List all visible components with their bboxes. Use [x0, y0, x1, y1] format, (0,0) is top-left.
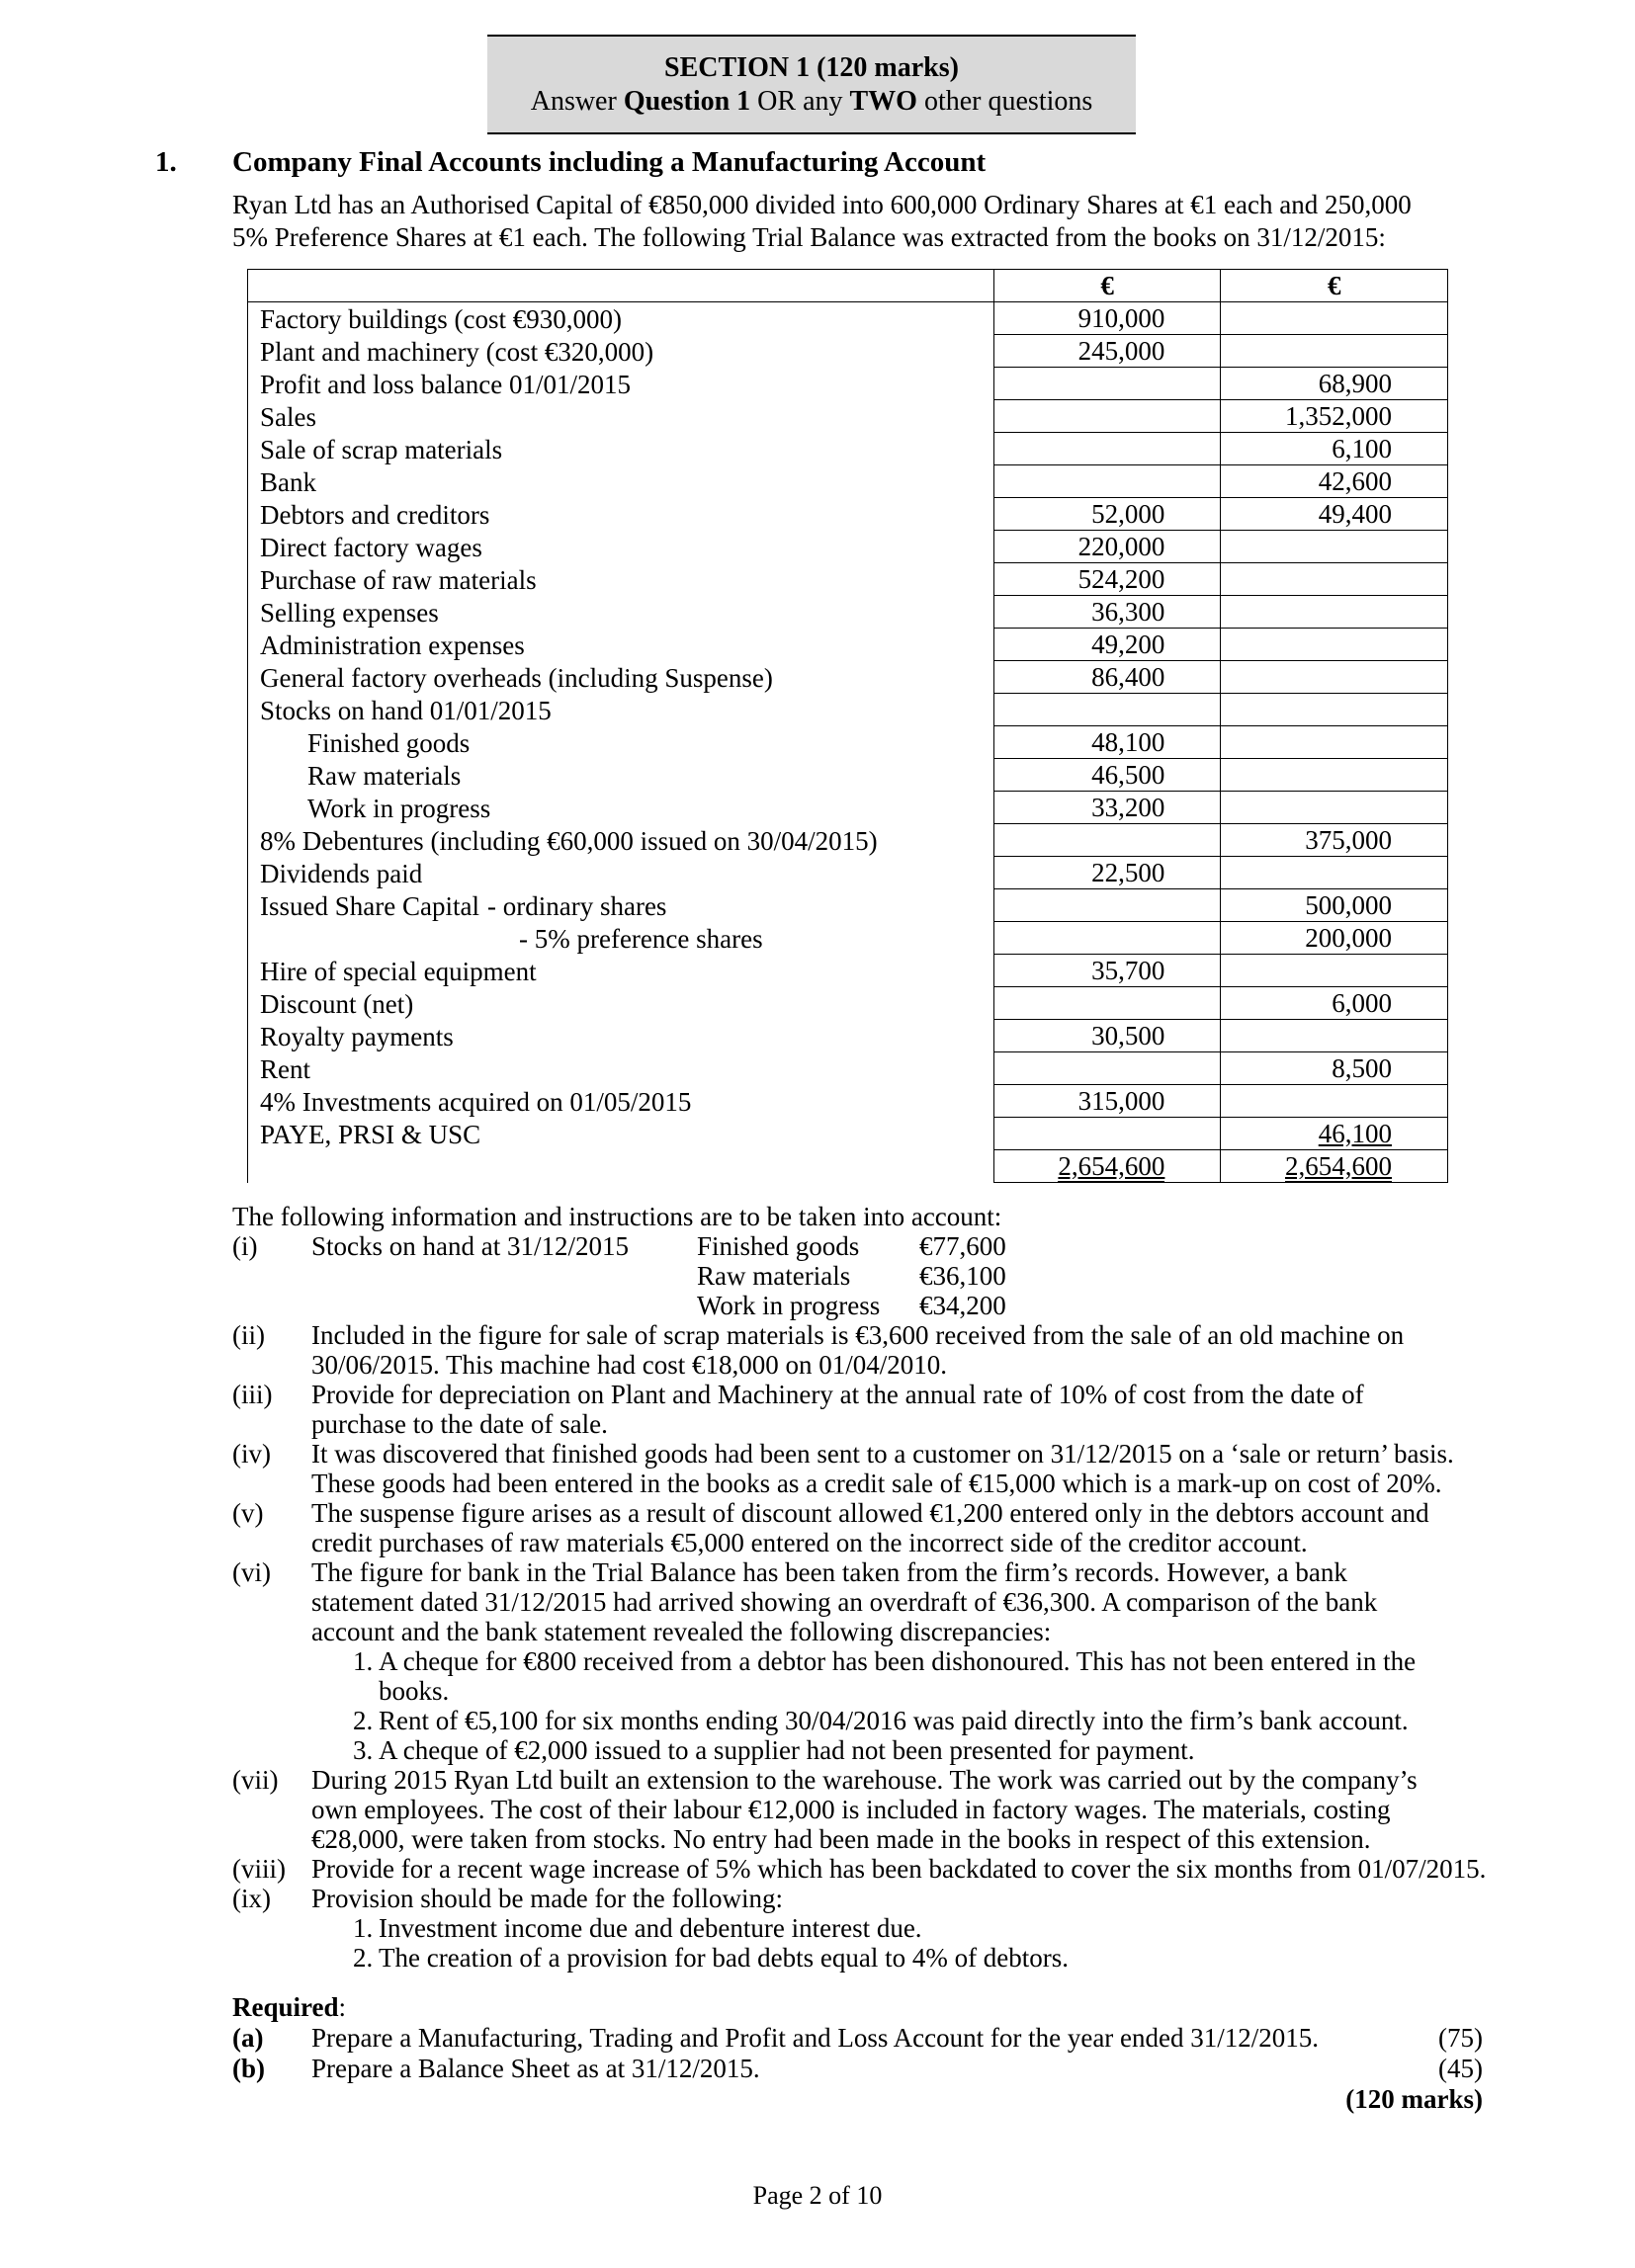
info-item: (iii) Provide for depreciation on Plant and Machinery at the annual rate of 10% of cost from the date of purchase to the date of sale.: [232, 1380, 1364, 1439]
row-credit: [1221, 531, 1448, 563]
info-item: (vi) The figure for bank in the Trial Balance has been taken from the firm’s records. However, a bank statement dated 31/12/2015 had arrived showing an overdraft of €36,300. A comparison of the bank account and the bank statement revealed the following discrepancies:: [232, 1557, 1378, 1646]
row-debit: [993, 922, 1221, 955]
row-description: Plant and machinery (cost €320,000): [248, 335, 994, 368]
table-row: [248, 922, 1448, 955]
table-row: [248, 792, 1448, 824]
table-row: [248, 694, 1448, 726]
row-credit: 6,000: [1221, 987, 1448, 1020]
row-credit: [1221, 955, 1448, 987]
row-description: 4% Investments acquired on 01/05/2015: [248, 1085, 994, 1118]
section-instruction: Answer Question 1 OR any TWO other questions: [530, 86, 1093, 117]
row-debit: [993, 824, 1221, 857]
row-debit: 245,000: [993, 335, 1221, 368]
header-debit: €: [993, 270, 1221, 302]
row-debit: 524,200: [993, 563, 1221, 596]
row-debit: 315,000: [993, 1085, 1221, 1118]
row-description: PAYE, PRSI & USC: [248, 1118, 994, 1150]
total-credit: 2,654,600: [1221, 1150, 1448, 1183]
information-instructions: [232, 1202, 1517, 1973]
row-debit: 49,200: [993, 629, 1221, 661]
page-number: Page 2 of 10: [752, 2181, 883, 2210]
row-description: Hire of special equipment: [248, 955, 994, 987]
table-row: [248, 629, 1448, 661]
required-heading: Required: [232, 1992, 339, 2022]
row-debit: 33,200: [993, 792, 1221, 824]
row-description: 8% Debentures (including €60,000 issued on 30/04/2015): [248, 824, 994, 857]
info-item: (v) The suspense figure arises as a result of discount allowed €1,200 entered only in the debtors account and credit purchases of raw materials €5,000 entered on the incorrect side of the creditor account.: [232, 1498, 1429, 1557]
row-debit: 36,300: [993, 596, 1221, 629]
table-row: [248, 759, 1448, 792]
table-row: [248, 563, 1448, 596]
section-title: SECTION 1 (120 marks): [664, 52, 959, 83]
row-debit: [993, 433, 1221, 465]
row-description: Finished goods: [248, 726, 994, 759]
row-debit: [993, 1052, 1221, 1085]
table-row: [248, 726, 1448, 759]
row-description: Raw materials: [248, 759, 994, 792]
row-description: Selling expenses: [248, 596, 994, 629]
info-item: (ii) Included in the figure for sale of scrap materials is €3,600 received from the sale of an old machine on 30/06/2015. This machine had cost €18,000 on 01/04/2010.: [232, 1320, 1405, 1380]
table-row: [248, 531, 1448, 563]
row-description: Direct factory wages: [248, 531, 994, 563]
info-item-i: (i) Stocks on hand at 31/12/2015 Finished goods €77,600 Raw materials €36,100 Work in progress €34,200: [232, 1231, 1006, 1320]
table-row: [248, 368, 1448, 400]
row-debit: [993, 889, 1221, 922]
row-debit: 46,500: [993, 759, 1221, 792]
table-row: [248, 302, 1448, 335]
question-number: 1.: [155, 146, 177, 178]
info-item: (iv) It was discovered that finished goods had been sent to a customer on 31/12/2015 on a ‘sale or return’ basis. These goods had been entered in the books as a credit sale of €15,000 which is a mark-up on cost of 20%.: [232, 1439, 1454, 1498]
row-credit: 42,600: [1221, 465, 1448, 498]
row-description: General factory overheads (including Suspense): [248, 661, 994, 694]
row-description: Debtors and creditors: [248, 498, 994, 531]
table-row: [248, 596, 1448, 629]
row-debit: 910,000: [993, 302, 1221, 335]
row-credit: [1221, 759, 1448, 792]
question-title: Company Final Accounts including a Manufacturing Account: [232, 146, 987, 178]
row-description: Factory buildings (cost €930,000): [248, 302, 994, 335]
row-credit: [1221, 563, 1448, 596]
table-row: [248, 1052, 1448, 1085]
row-credit: [1221, 857, 1448, 889]
row-credit: [1221, 661, 1448, 694]
table-row: [248, 889, 1448, 922]
row-description: Administration expenses: [248, 629, 994, 661]
table-row: [248, 400, 1448, 433]
row-description: Issued Share Capital - ordinary shares: [248, 889, 994, 922]
row-description: Sales: [248, 400, 994, 433]
table-row: [248, 987, 1448, 1020]
row-credit: [1221, 726, 1448, 759]
provision-item: 2. The creation of a provision for bad debts equal to 4% of debtors.: [353, 1943, 1070, 1973]
row-description: Work in progress: [248, 792, 994, 824]
total-debit: 2,654,600: [993, 1150, 1221, 1183]
row-debit: 86,400: [993, 661, 1221, 694]
row-credit: 49,400: [1221, 498, 1448, 531]
row-debit: [993, 368, 1221, 400]
row-description: Profit and loss balance 01/01/2015: [248, 368, 994, 400]
row-description: Rent: [248, 1052, 994, 1085]
totals-row: [248, 1150, 1448, 1183]
row-description: - 5% preference shares: [248, 922, 994, 955]
row-credit: [1221, 302, 1448, 335]
table-row: [248, 465, 1448, 498]
row-credit: [1221, 694, 1448, 726]
row-credit: [1221, 629, 1448, 661]
required-item-a: (a) Prepare a Manufacturing, Trading and Profit and Loss Account for the year ended 31/12/2015. (75): [232, 2023, 1483, 2053]
table-row: [248, 1020, 1448, 1052]
row-credit: 375,000: [1221, 824, 1448, 857]
row-credit: [1221, 792, 1448, 824]
row-debit: 52,000: [993, 498, 1221, 531]
trial-balance-table: [247, 269, 1448, 1183]
row-credit: 500,000: [1221, 889, 1448, 922]
provision-item: 1. Investment income due and debenture interest due.: [353, 1913, 922, 1943]
row-credit: 8,500: [1221, 1052, 1448, 1085]
row-credit: 68,900: [1221, 368, 1448, 400]
row-debit: [993, 400, 1221, 433]
info-item: (vii) During 2015 Ryan Ltd built an extension to the warehouse. The work was carried out by the company’s own employees. The cost of their labour €12,000 is included in factory wages. The materials, costing €28,000, were taken from stocks. No entry had been made in the books in respect of this extension.: [232, 1765, 1418, 1854]
total-marks: (120 marks): [1345, 2084, 1483, 2114]
row-description: Bank: [248, 465, 994, 498]
row-debit: [993, 694, 1221, 726]
discrepancy-item: 2. Rent of €5,100 for six months ending 30/04/2016 was paid directly into the firm’s bank account.: [353, 1706, 1409, 1735]
required-section: Required: (a) Prepare a Manufacturing, Trading and Profit and Loss Account for the year ended 31/12/2015. (75) (b) Prepare a Balance Sheet as at 31/12/2015. (45) (120 marks): [232, 1992, 1483, 2114]
row-description: Stocks on hand 01/01/2015: [248, 694, 994, 726]
table-row: [248, 661, 1448, 694]
row-credit: [1221, 335, 1448, 368]
row-debit: [993, 1118, 1221, 1150]
row-description: Dividends paid: [248, 857, 994, 889]
info-heading-row: The following information and instructions are to be taken into account:: [232, 1202, 1002, 1231]
table-header-row: [248, 270, 1448, 302]
header-description: [248, 270, 994, 302]
info-item: (viii) Provide for a recent wage increase of 5% which has been backdated to cover the six months from 01/07/2015.: [232, 1854, 1487, 1884]
row-debit: 48,100: [993, 726, 1221, 759]
section-header-box: [487, 35, 1136, 134]
row-debit: 35,700: [993, 955, 1221, 987]
table-row: [248, 1118, 1448, 1150]
row-description: Discount (net): [248, 987, 994, 1020]
info-item: (ix) Provision should be made for the following:: [232, 1884, 783, 1913]
row-debit: [993, 465, 1221, 498]
row-debit: 30,500: [993, 1020, 1221, 1052]
row-credit: 46,100: [1221, 1118, 1448, 1150]
row-description: Sale of scrap materials: [248, 433, 994, 465]
row-description: Royalty payments: [248, 1020, 994, 1052]
header-credit: €: [1221, 270, 1448, 302]
table-row: [248, 1085, 1448, 1118]
discrepancy-item: 1. A cheque for €800 received from a debtor has been dishonoured. This has not been entered in the books.: [353, 1646, 1417, 1706]
row-credit: 200,000: [1221, 922, 1448, 955]
table-row: [248, 335, 1448, 368]
table-row: [248, 498, 1448, 531]
row-debit: [993, 987, 1221, 1020]
table-row: [248, 857, 1448, 889]
table-row: [248, 433, 1448, 465]
required-item-b: (b) Prepare a Balance Sheet as at 31/12/2015. (45): [232, 2054, 1483, 2083]
row-credit: [1221, 1085, 1448, 1118]
row-credit: [1221, 1020, 1448, 1052]
row-credit: 1,352,000: [1221, 400, 1448, 433]
row-credit: [1221, 596, 1448, 629]
row-description: Purchase of raw materials: [248, 563, 994, 596]
discrepancy-item: 3. A cheque of €2,000 issued to a supplier had not been presented for payment.: [353, 1735, 1195, 1765]
row-debit: 220,000: [993, 531, 1221, 563]
row-debit: 22,500: [993, 857, 1221, 889]
table-row: [248, 955, 1448, 987]
row-credit: 6,100: [1221, 433, 1448, 465]
question-intro: Ryan Ltd has an Authorised Capital of €850,000 divided into 600,000 Ordinary Shares at €1 each and 250,000 5% Preference Shares at €1 each. The following Trial Balance was extracted from the books on 31/12/2015:: [232, 190, 1412, 252]
table-row: [248, 824, 1448, 857]
